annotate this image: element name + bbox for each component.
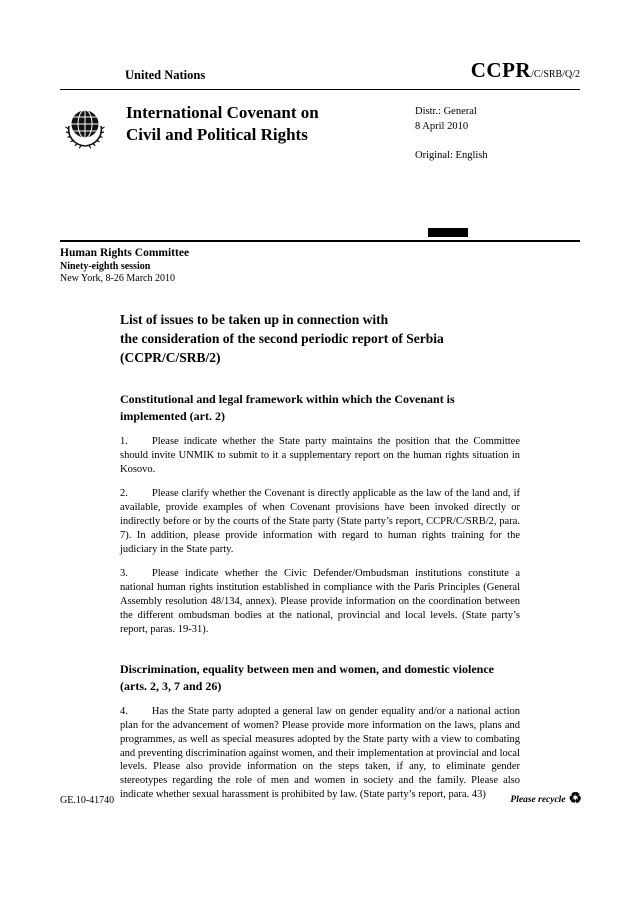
org-name: United Nations bbox=[125, 68, 206, 82]
committee-name: Human Rights Committee bbox=[60, 246, 190, 259]
document-symbol bbox=[471, 58, 580, 83]
print-registration-marker bbox=[428, 228, 468, 237]
footer-doc-number: GE.10-41740 bbox=[60, 795, 115, 806]
document-symbol-main: CCPR bbox=[470, 58, 532, 82]
paragraph-1 bbox=[120, 435, 520, 477]
distr-line: Distr.: General bbox=[415, 106, 477, 117]
document-title bbox=[120, 310, 520, 367]
paragraph-3-text: Please indicate whether the Civic Defender/Ombudsman institutions constitute a national human rights institution established in compliance with the Paris Principles (General Assembly resolution 48/134, annex). Please provide information on the coordination between the different ombudsman bodies at the national, provincial and local levels. (State party’s report, paras. 19-31). bbox=[120, 567, 520, 635]
header-divider bbox=[60, 89, 580, 90]
footer-recycle bbox=[510, 792, 582, 807]
masthead bbox=[60, 100, 580, 164]
paragraph-4-number: 4. bbox=[120, 705, 128, 717]
section-heading-2: Discrimination, equality between men and women, and domestic violence (arts. 2, 3, 7 and 26) bbox=[120, 661, 494, 693]
document-title-line-3: (CCPR/C/SRB/2) bbox=[120, 349, 221, 365]
page-header bbox=[60, 0, 580, 83]
section-heading-1: Constitutional and legal framework within which the Covenant is implemented (art. 2) bbox=[120, 392, 455, 424]
paragraph-3 bbox=[120, 567, 520, 637]
committee-session: Ninety-eighth session bbox=[60, 260, 151, 272]
paragraph-4-text: Has the State party adopted a general law on gender equality and/or a national action plan for the advancement of women? Please provide more information on the laws, plans and programmes, as well as special measures adopted by the State party with a view to combating and preventing discrimination against women, and their implementation at provincial and local levels. Please also provide information on the steps taken, if any, to eliminate gender stereotypes regarding the role of men and women in society and the family. Please also indicate whether sexual harassment is prohibited by law. (State party’s report, para. 43) bbox=[120, 705, 520, 801]
document-symbol-suffix: /C/SRB/Q/2 bbox=[531, 69, 580, 80]
masthead-left bbox=[60, 100, 356, 164]
document-title-line-1: List of issues to be taken up in connection with bbox=[120, 311, 389, 327]
paragraph-2-text: Please clarify whether the Covenant is directly applicable as the law of the land and, if available, provide examples of when Covenant provisions have been invoked directly or indirectly before or by the courts of the State party (State party’s report, CCPR/C/SRB/2, para. 7). In addition, please provide information with regard to human rights training for the judiciary in the State party. bbox=[120, 488, 520, 555]
un-emblem-icon bbox=[60, 102, 110, 154]
document-body bbox=[120, 310, 520, 803]
distr-date: 8 April 2010 bbox=[415, 121, 469, 133]
section-divider bbox=[60, 240, 580, 242]
recycle-icon: ♻ bbox=[568, 791, 582, 807]
paragraph-1-text: Please indicate whether the State party maintains the position that the Committee should invite UNMIK to submit to it a supplementary report on the human rights situation in Kosovo. bbox=[120, 436, 520, 476]
original-language: Original: English bbox=[415, 150, 488, 162]
paragraph-1-number: 1. bbox=[120, 436, 128, 448]
paragraph-4 bbox=[120, 705, 520, 803]
paragraph-3-number: 3. bbox=[120, 567, 128, 579]
committee-block bbox=[60, 247, 580, 284]
paragraph-2-number: 2. bbox=[120, 488, 128, 500]
committee-venue: New York, 8-26 March 2010 bbox=[60, 272, 175, 284]
recycle-label: Please recycle bbox=[510, 794, 566, 805]
distribution-block bbox=[415, 100, 580, 164]
document-title-line-2: the consideration of the second periodic report of Serbia bbox=[120, 330, 444, 346]
covenant-title: International Covenant on Civil and Political Rights bbox=[126, 103, 319, 145]
paragraph-2 bbox=[120, 487, 520, 557]
